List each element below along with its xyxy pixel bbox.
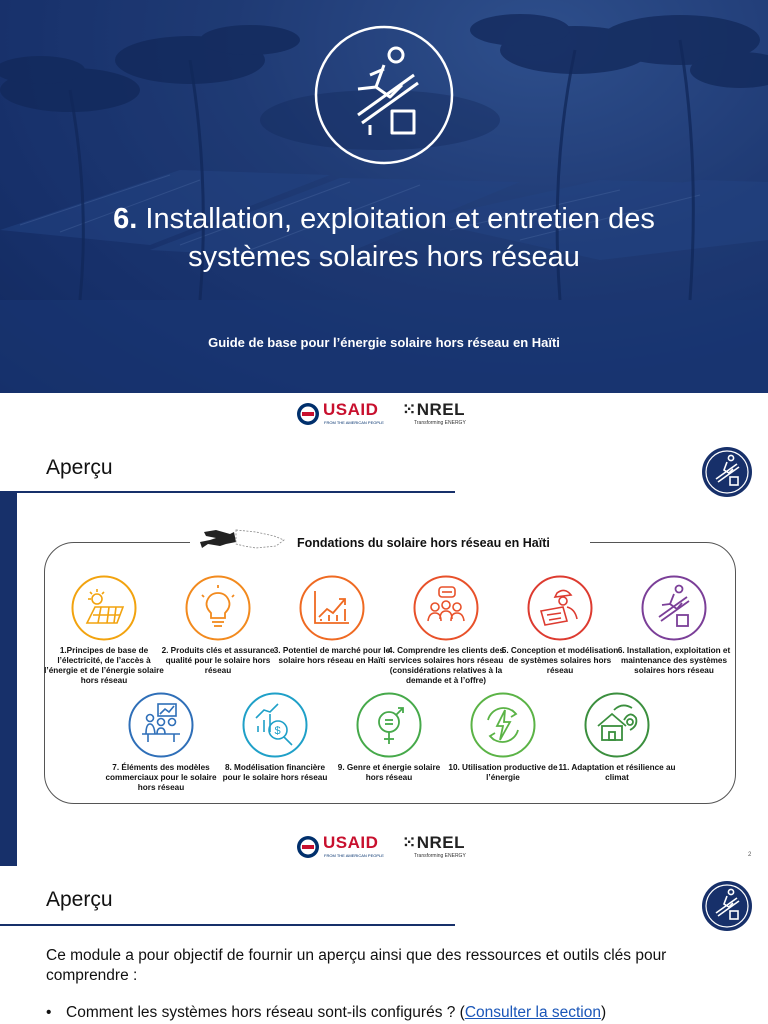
overview-slide	[0, 438, 768, 868]
title-number: 6.	[113, 203, 138, 235]
growth-chart-icon	[299, 575, 365, 641]
module-10-label: 10. Utilisation productive de l’énergie	[448, 763, 558, 782]
productive-energy-icon	[470, 692, 536, 758]
climate-house-icon	[584, 692, 650, 758]
module-9-label: 9. Genre et énergie solaire hors réseau	[337, 763, 441, 782]
module-objective: Ce module a pour objectif de fournir un aperçu ainsi que des ressources et outils clés pour comprendre :	[46, 947, 667, 984]
title-underline	[0, 491, 455, 493]
module-1-label: 1.Principes de base de l’électricité, de l’accès à l’énergie et de l’énergie solaire hors réseau	[44, 646, 164, 685]
module-8-label: 8. Modélisation financière pour le solaire hors réseau	[222, 763, 328, 782]
usaid-seal-icon	[296, 402, 320, 426]
module-2-label: 2. Produits clés et assurance qualité pour le solaire hors réseau	[161, 646, 275, 675]
nrel-tagline: Transforming ENERGY	[414, 420, 466, 426]
section-title-2: Aperçu	[46, 888, 113, 911]
bullet-end: )	[600, 1004, 607, 1021]
usaid-tagline: FROM THE AMERICAN PEOPLE	[324, 420, 384, 425]
title-slide	[0, 0, 768, 432]
haiti-map-icon	[196, 522, 286, 554]
title-underline-2	[0, 924, 455, 926]
title-line-2: systèmes solaires hors réseau	[188, 241, 580, 273]
bullet-text: Comment les systèmes hors réseau sont-ils configurés ? (	[66, 1004, 465, 1021]
title-line-1: Installation, exploitation et entretien des	[145, 203, 655, 235]
nrel-tagline: Transforming ENERGY	[414, 853, 466, 859]
section-link[interactable]: Consulter la section	[464, 1004, 601, 1021]
nrel-wordmark: ⁙NREL	[402, 400, 466, 419]
module-4-label: 4. Comprendre les clients des services solaires hors réseau (considérations relatives à la demande et à l’offre)	[387, 646, 505, 685]
module-11-label: 11. Adaptation et résilience au climat	[558, 763, 676, 782]
customers-chat-icon	[413, 575, 479, 641]
usaid-wordmark: USAID	[323, 833, 379, 852]
nrel-name: NREL	[416, 833, 466, 852]
installer-roof-icon-small	[641, 575, 707, 641]
nrel-name: NREL	[416, 400, 466, 419]
module-6-label: 6. Installation, exploitation et maintenance des systèmes solaires hors réseau	[617, 646, 731, 675]
installer-roof-icon	[314, 25, 454, 165]
usaid-wordmark: USAID	[323, 400, 379, 419]
module-7-label: 7. Éléments des modèles commerciaux pour le solaire hors réseau	[105, 763, 217, 792]
solar-panel-sun-icon	[71, 575, 137, 641]
financial-analysis-icon	[242, 692, 308, 758]
business-meeting-icon	[128, 692, 194, 758]
installer-badge-icon	[701, 880, 753, 932]
sponsor-logos	[296, 400, 476, 430]
usaid-tagline: FROM THE AMERICAN PEOPLE	[324, 853, 384, 858]
usaid-seal-icon	[296, 835, 320, 859]
overview-slide-2	[0, 868, 768, 1024]
presentation-title	[40, 200, 728, 276]
svg-text:$: $	[274, 725, 281, 737]
hero-banner	[0, 0, 768, 393]
presentation-subtitle: Guide de base pour l’énergie solaire hors réseau en Haïti	[208, 335, 560, 350]
bullet-dot: •	[46, 1004, 52, 1021]
module-5-label: 5. Conception et modélisation de systèmes solaires hors réseau	[501, 646, 619, 675]
module-3-label: 3. Potentiel de marché pour le solaire hors réseau en Haïti	[273, 646, 391, 665]
installer-badge-icon	[701, 446, 753, 498]
page-number: 2	[748, 852, 752, 858]
gender-icon	[356, 692, 422, 758]
bullet-item	[46, 1004, 606, 1022]
section-title: Aperçu	[46, 456, 113, 479]
engineer-plan-icon	[527, 575, 593, 641]
nrel-wordmark: ⁙NREL	[402, 833, 466, 852]
frame-title: Fondations du solaire hors réseau en Haïti	[297, 536, 550, 550]
light-bulb-icon	[185, 575, 251, 641]
frame-header	[190, 532, 590, 554]
slide-accent-bar	[0, 491, 17, 866]
sponsor-logos-footer	[296, 833, 476, 863]
